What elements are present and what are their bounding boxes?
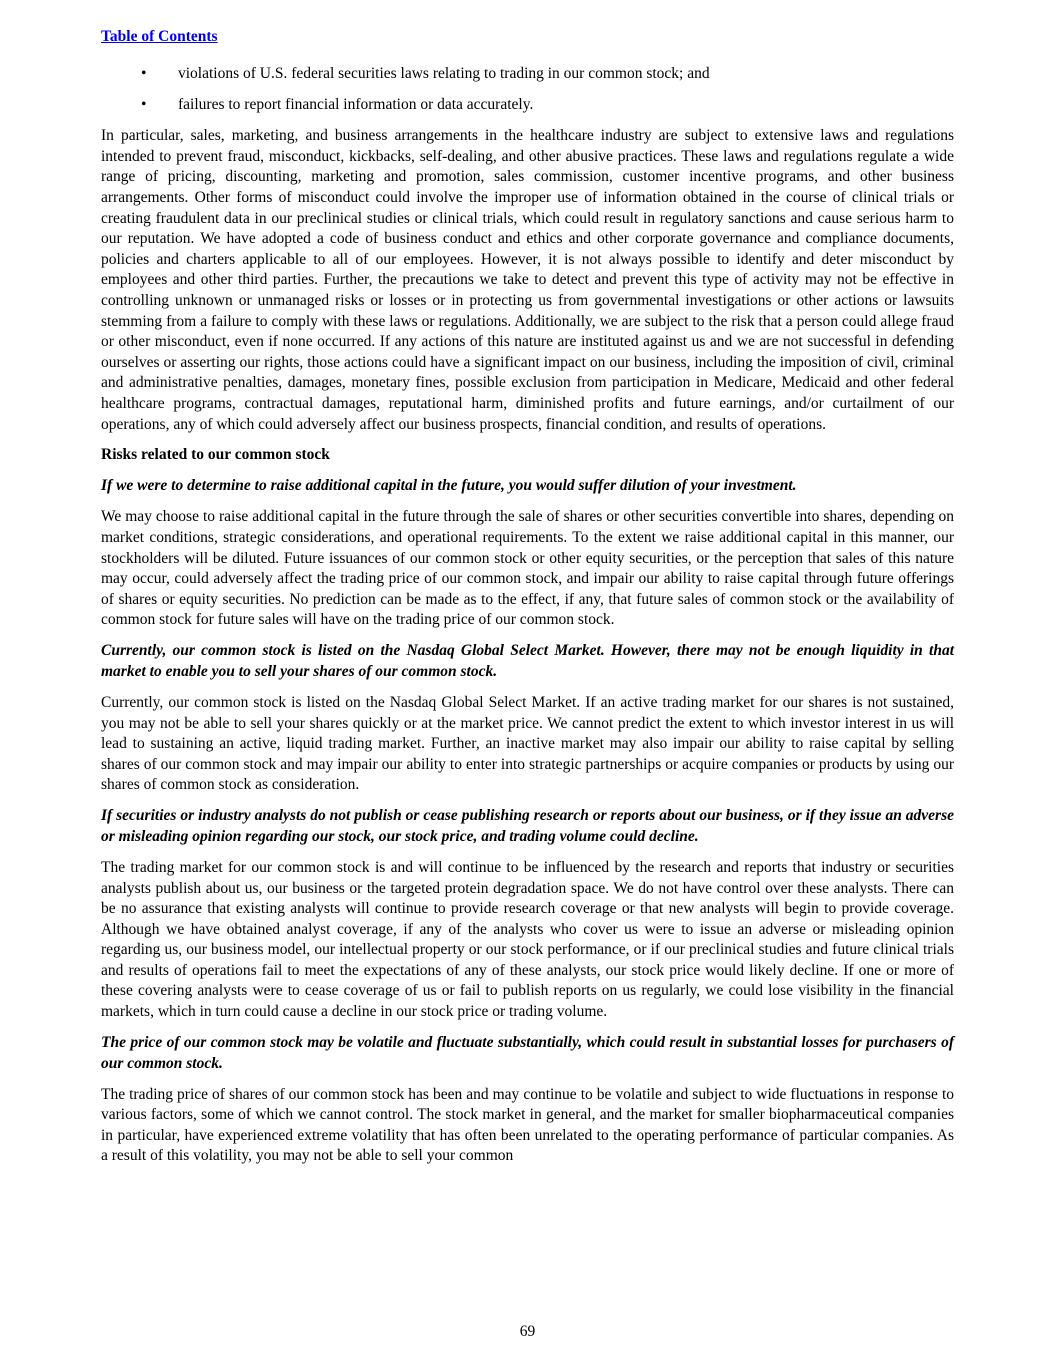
section-title: Risks related to our common stock: [101, 446, 330, 464]
bullet-marker: •: [141, 96, 147, 114]
volatility-risk-heading: The price of our common stock may be volatile and fluctuate substantially, which could result in substantial losses for purchasers of our common stock.: [101, 1034, 954, 1072]
table-of-contents-link[interactable]: Table of Contents: [101, 28, 218, 45]
liquidity-risk-heading: Currently, our common stock is listed on the Nasdaq Global Select Market. However, there may not be enough liquidity in that market to enable you to sell your shares of our common stock.: [101, 642, 954, 680]
liquidity-risk-paragraph: Currently, our common stock is listed on the Nasdaq Global Select Market. If an active trading market for our shares is not sustained, you may not be able to sell your shares quickly or at the market price. We cannot predict the extent to which investor interest in us will lead to sustaining an active, liquid trading market. Further, an inactive market may also impair our ability to raise capital by selling shares of our common stock and may impair our ability to enter into strategic partnerships or acquire companies or products by using our shares of common stock as consideration.: [101, 693, 954, 794]
bullet-text: failures to report financial information or data accurately.: [178, 96, 534, 114]
bullet-marker: •: [141, 65, 147, 82]
volatility-risk-paragraph: The trading price of shares of our common stock has been and may continue to be volatile and subject to wide fluctuations in response to various factors, some of which we cannot control. The stock market in general, and the market for smaller biopharmaceutical companies in particular, have experienced extreme volatility that has often been unrelated to the operating performance of particular companies. As a result of this volatility, you may not be able to sell your common: [101, 1085, 954, 1165]
bullet-list: [101, 64, 954, 116]
list-item: [101, 95, 954, 116]
dilution-risk-heading: If we were to determine to raise additional capital in the future, you would suffer dilution of your investment.: [101, 477, 797, 495]
dilution-risk-paragraph: We may choose to raise additional capital in the future through the sale of shares or other securities convertible into shares, depending on market conditions, strategic considerations, and operational requirements. To the extent we raise additional capital in this manner, our stockholders will be diluted. Future issuances of our common stock or other equity securities, or the perception that sales of this nature may occur, could adversely affect the trading price of our common stock, and impair our ability to raise capital through future offerings of shares or equity securities. No prediction can be made as to the effect, if any, that future sales of common stock or the availability of common stock for future sales will have on the trading price of our common stock.: [101, 508, 954, 629]
misconduct-paragraph: In particular, sales, marketing, and business arrangements in the healthcare industry are subject to extensive laws and regulations intended to prevent fraud, misconduct, kickbacks, self-dealing, and other abusive practices. These laws and regulations regulate a wide range of pricing, discounting, marketing and promotion, sales commission, customer incentive programs, and other business arrangements. Other forms of misconduct could involve the improper use of information obtained in the course of clinical trials or creating fraudulent data in our preclinical studies or clinical trials, which could result in regulatory sanctions and cause serious harm to our reputation. We have adopted a code of business conduct and ethics and other corporate governance and compliance documents, policies and charters applicable to all of our employees. However, it is not always possible to identify and deter misconduct by employees and other third parties. Further, the precautions we take to detect and prevent this type of activity may not be effective in controlling unknown or unmanaged risks or losses or in protecting us from governmental investigations or other actions or lawsuits stemming from a failure to comply with these laws or regulations. Additionally, we are subject to the risk that a person could allege fraud or other misconduct, even if none occurred. If any actions of this nature are instituted against us and we are not successful in defending ourselves or asserting our rights, those actions could have a significant impact on our business, including the imposition of civil, criminal and administrative penalties, damages, monetary fines, possible exclusion from participation in Medicare, Medicaid and other federal healthcare programs, contractual damages, reputational harm, diminished profits and future earnings, and/or curtailment of our operations, any of which could adversely affect our business prospects, financial condition, and results of operations.: [101, 127, 954, 433]
list-item: [101, 64, 954, 85]
page-number: 69: [519, 1323, 536, 1340]
document-page: [101, 27, 954, 1177]
bullet-text: violations of U.S. federal securities laws relating to trading in our common stock; and: [178, 65, 710, 82]
analysts-risk-paragraph: The trading market for our common stock is and will continue to be influenced by the research and reports that industry or securities analysts publish about us, our business or the targeted protein degradation space. We do not have control over these analysts. There can be no assurance that existing analysts will continue to provide research coverage or that new analysts will begin to provide coverage. Although we have obtained analyst coverage, if any of the analysts who cover us were to issue an adverse or misleading opinion regarding us, our business model, our intellectual property or our stock performance, or if our preclinical studies and future clinical trials and results of operations fail to meet the expectations of any of these analysts, our stock price would likely decline. If one or more of these covering analysts were to cease coverage of us or fail to publish reports on us regularly, we could lose visibility in the financial markets, which in turn could cause a decline in our stock price or trading volume.: [101, 858, 954, 1021]
analysts-risk-heading: If securities or industry analysts do not publish or cease publishing research or reports about our business, or if they issue an adverse or misleading opinion regarding our stock, our stock price, and trading volume could decline.: [101, 807, 954, 845]
